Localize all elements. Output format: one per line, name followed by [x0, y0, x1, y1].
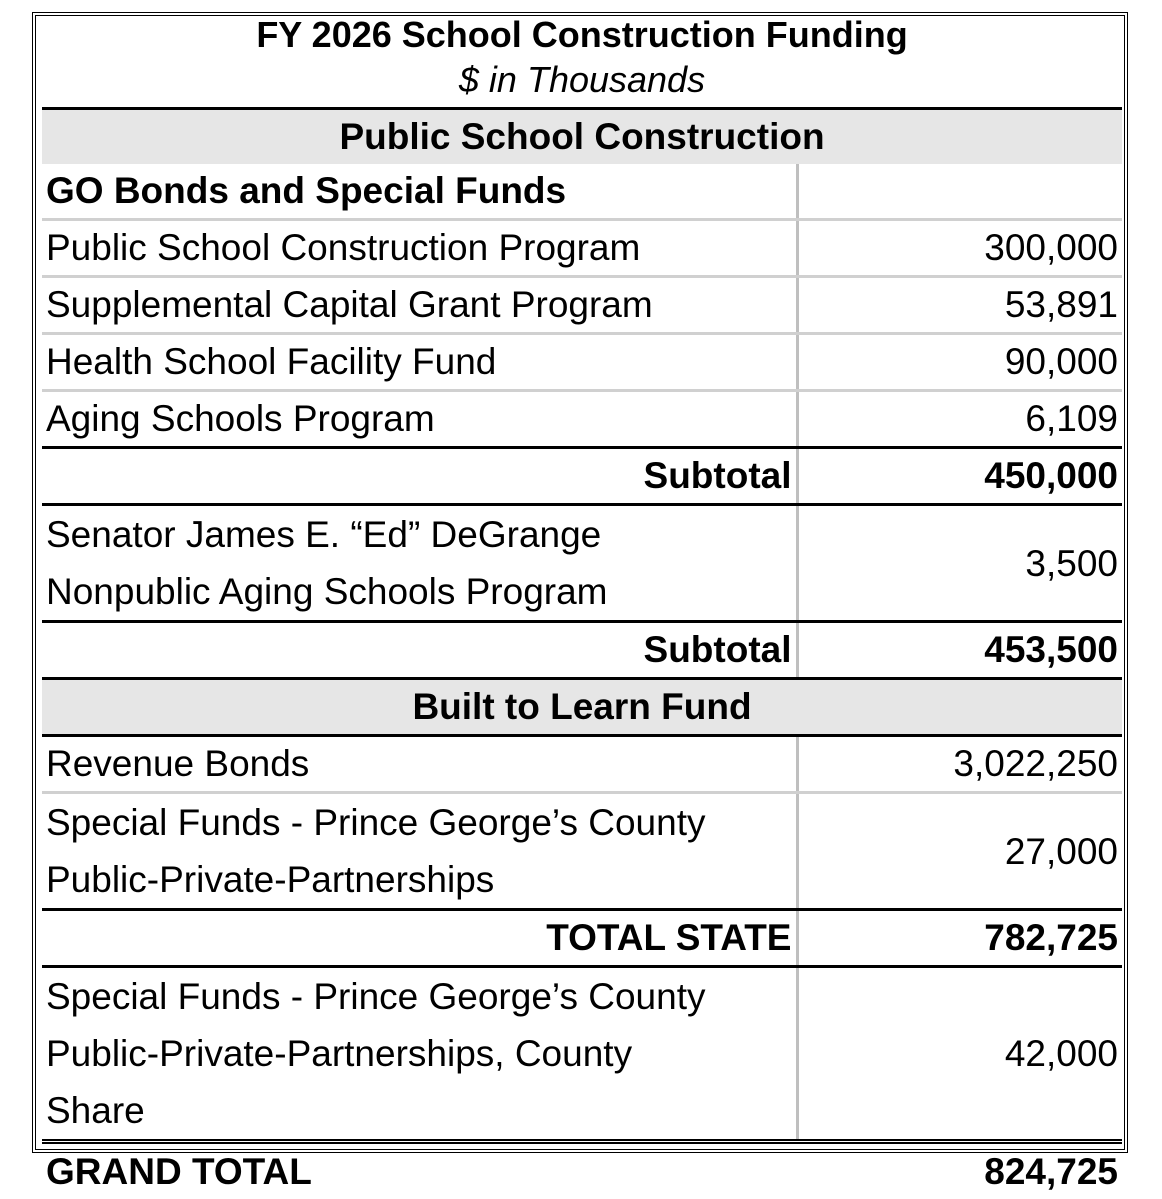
row-value: 6,109: [797, 391, 1122, 448]
row-label: Aging Schools Program: [42, 391, 797, 448]
grand-total-value: 824,725: [797, 1142, 1122, 1199]
table-row: [42, 277, 1122, 334]
nonpublic-label: [42, 505, 797, 622]
table-title-row: [42, 17, 1122, 53]
pg-state-row: [42, 793, 1122, 910]
table-subtitle: $ in Thousands: [42, 53, 1122, 109]
row-label: Supplemental Capital Grant Program: [42, 277, 797, 334]
pg-county-label-line2: Public-Private-Partnerships, County: [46, 1025, 792, 1082]
subtotal-value: 453,500: [797, 622, 1122, 679]
pg-county-value: 42,000: [797, 967, 1122, 1142]
table-subtitle-row: [42, 53, 1122, 109]
pg-state-label-line2: Public-Private-Partnerships: [46, 851, 792, 908]
grand-total-row: [42, 1142, 1122, 1199]
row-value: 300,000: [797, 220, 1122, 277]
nonpublic-value: 3,500: [797, 505, 1122, 622]
nonpublic-label-line1: Senator James E. “Ed” DeGrange: [46, 506, 792, 563]
pg-county-label-line1: Special Funds - Prince George’s County: [46, 968, 792, 1025]
total-state-row: [42, 910, 1122, 967]
funding-table: [42, 17, 1122, 1199]
subtotal-label: Subtotal: [42, 622, 797, 679]
section-header-public-school: [42, 109, 1122, 165]
section-header-built-to-learn: [42, 679, 1122, 736]
row-value: 53,891: [797, 277, 1122, 334]
pg-state-label-line1: Special Funds - Prince George’s County: [46, 794, 792, 851]
pg-county-label: [42, 967, 797, 1142]
section-heading: Public School Construction: [42, 109, 1122, 165]
pg-state-value: 27,000: [797, 793, 1122, 910]
total-state-label: TOTAL STATE: [42, 910, 797, 967]
row-label: Revenue Bonds: [42, 736, 797, 793]
row-value: 90,000: [797, 334, 1122, 391]
row-value: 3,022,250: [797, 736, 1122, 793]
nonpublic-row: [42, 505, 1122, 622]
table-title: FY 2026 School Construction Funding: [42, 17, 1122, 53]
table-row: [42, 220, 1122, 277]
section-heading: Built to Learn Fund: [42, 679, 1122, 736]
pg-state-label: [42, 793, 797, 910]
group-label: GO Bonds and Special Funds: [42, 164, 797, 220]
subtotal-row-1: [42, 448, 1122, 505]
nonpublic-label-line2: Nonpublic Aging Schools Program: [46, 563, 792, 620]
grand-total-label: GRAND TOTAL: [42, 1142, 797, 1199]
table-row: [42, 334, 1122, 391]
row-label: Health School Facility Fund: [42, 334, 797, 391]
subtotal-label: Subtotal: [42, 448, 797, 505]
group-value-empty: [797, 164, 1122, 220]
total-state-value: 782,725: [797, 910, 1122, 967]
table-row: [42, 391, 1122, 448]
subtotal-row-2: [42, 622, 1122, 679]
pg-county-row: [42, 967, 1122, 1142]
row-label: Public School Construction Program: [42, 220, 797, 277]
pg-county-label-line3: Share: [46, 1082, 792, 1139]
funding-table-container: [42, 17, 1122, 1199]
group-header-row: [42, 164, 1122, 220]
revenue-bonds-row: [42, 736, 1122, 793]
subtotal-value: 450,000: [797, 448, 1122, 505]
